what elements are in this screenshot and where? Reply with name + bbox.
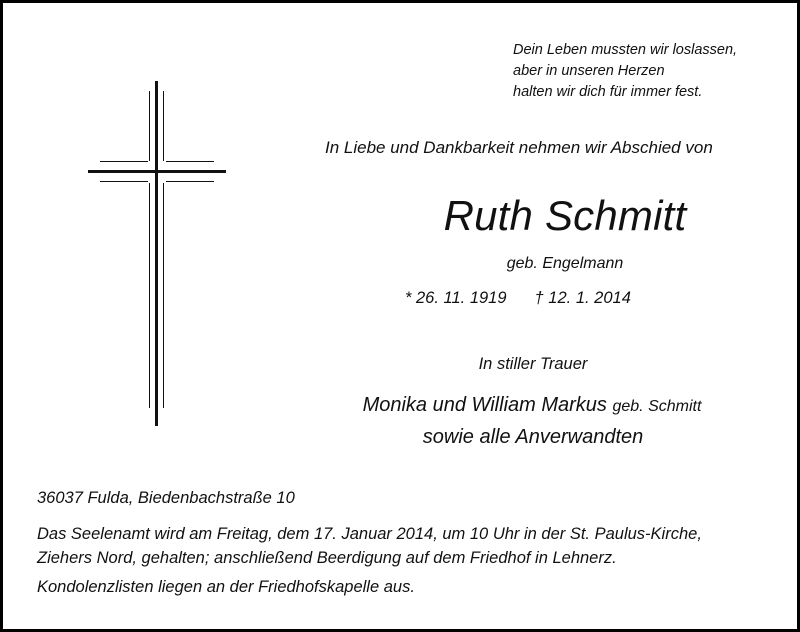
- condolence-info: Kondolenzlisten liegen an der Friedhofskapelle aus.: [37, 578, 415, 596]
- cross-icon: [88, 81, 228, 426]
- verse: [513, 40, 737, 103]
- verse-line: halten wir dich für immer fest.: [513, 84, 703, 100]
- verse-line: Dein Leben mussten wir loslassen,: [513, 42, 738, 58]
- service-info: [37, 522, 702, 570]
- family-names-note: geb. Schmitt: [612, 398, 702, 415]
- address: 36037 Fulda, Biedenbachstraße 10: [37, 489, 295, 507]
- birth-date: * 26. 11. 1919: [405, 289, 507, 307]
- service-line: Ziehers Nord, gehalten; anschließend Beerdigung auf dem Friedhof in Lehnerz.: [37, 549, 617, 567]
- family-names-main: Monika und William Markus: [362, 394, 607, 416]
- birth-name: geb. Engelmann: [506, 255, 624, 272]
- mourning-text: In stiller Trauer: [478, 355, 588, 373]
- verse-line: aber in unseren Herzen: [513, 63, 665, 79]
- intro-text: In Liebe und Dankbarkeit nehmen wir Abschied von: [325, 138, 713, 157]
- family-names: [3, 394, 800, 417]
- deceased-name: Ruth Schmitt: [443, 192, 687, 239]
- service-line: Das Seelenamt wird am Freitag, dem 17. Januar 2014, um 10 Uhr in der St. Paulus-Kirche,: [37, 525, 702, 543]
- life-dates: [405, 289, 631, 308]
- relatives-text: sowie alle Anverwandten: [422, 426, 644, 448]
- death-date: † 12. 1. 2014: [534, 289, 631, 307]
